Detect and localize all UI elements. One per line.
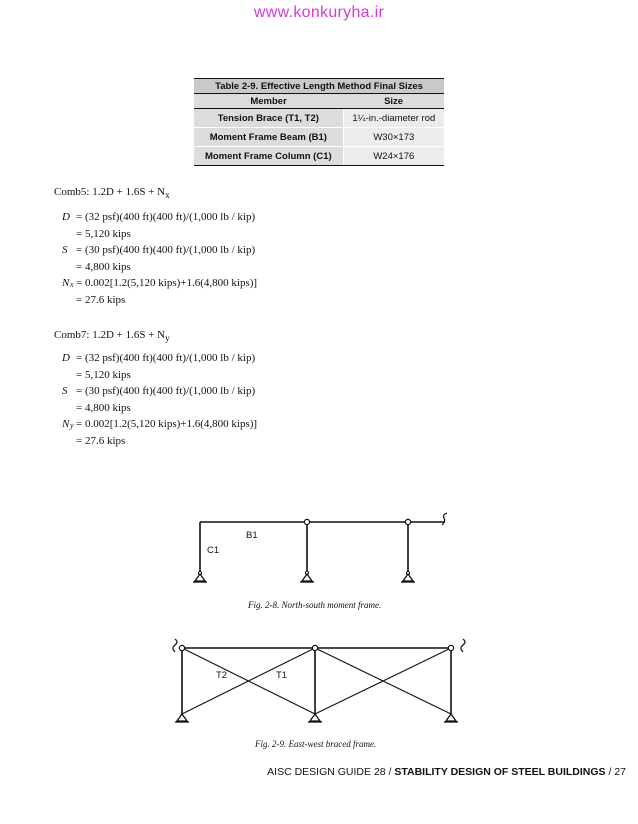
column-label: C1 <box>207 545 220 556</box>
equation-rhs: = (32 psf)(400 ft)(400 ft)/(1,000 lb / kip) <box>76 211 256 223</box>
brace-t1-label: T1 <box>276 670 288 681</box>
member-cell: Moment Frame Beam (B1) <box>194 128 343 147</box>
comb7-heading-text: Comb7: 1.2D + 1.6S + N <box>54 329 166 341</box>
equation-rhs: = 4,800 kips <box>76 260 131 273</box>
equation-rhs: = (32 psf)(400 ft)(400 ft)/(1,000 lb / kip) <box>76 352 256 364</box>
page-footer <box>267 766 626 778</box>
comb7-heading <box>54 329 170 343</box>
figure-2-9-caption: Fig. 2-9. East-west braced frame. <box>255 739 377 749</box>
watermark-url[interactable]: www.konkuryha.ir <box>253 4 385 21</box>
equation-lhs: D <box>62 211 70 223</box>
equation-rhs: = 0.002[1.2(5,120 kips)+1.6(4,800 kips)] <box>76 418 258 431</box>
pin-support-icon <box>444 714 458 722</box>
footer-left-text: AISC DESIGN GUIDE 28 / <box>267 766 395 778</box>
equation-lhs: N <box>62 418 70 431</box>
break-mark-icon <box>442 513 447 525</box>
equation-rhs: = 4,800 kips <box>76 401 131 414</box>
table-row <box>194 147 444 166</box>
pin-support-icon <box>193 571 207 582</box>
pin-icon <box>179 645 184 650</box>
pin-support-icon <box>300 571 314 582</box>
sizes-table <box>194 78 444 166</box>
braced-frame-diagram <box>165 638 485 726</box>
equation-rhs: = 5,120 kips <box>76 227 131 240</box>
size-cell: 1¼-in.-diameter rod <box>343 109 444 128</box>
pin-support-icon <box>308 714 322 722</box>
comb5-heading-text: Comb5: 1.2D + 1.6S + N <box>54 186 166 198</box>
table-caption: Table 2-9. Effective Length Method Final Sizes <box>194 79 444 94</box>
pin-icon <box>312 645 317 650</box>
equation-rhs: = 27.6 kips <box>76 435 126 447</box>
column-header-member: Member <box>194 94 343 109</box>
comb5-heading <box>54 186 170 200</box>
pin-support-icon <box>401 571 415 582</box>
size-cell: W24×176 <box>343 147 444 166</box>
equation-lhs-subscript: x <box>70 280 74 290</box>
column-header-size: Size <box>343 94 444 109</box>
moment-frame-diagram <box>180 510 470 590</box>
pin-icon <box>304 519 309 524</box>
equation-lhs: S <box>62 385 68 398</box>
equation-rhs: = (30 psf)(400 ft)(400 ft)/(1,000 lb / kip) <box>76 385 256 398</box>
footer-page-number: / 27 <box>605 766 626 778</box>
table-row <box>194 109 444 128</box>
pin-support-icon <box>175 714 189 722</box>
equation-rhs: = 0.002[1.2(5,120 kips)+1.6(4,800 kips)] <box>76 277 258 290</box>
comb7-heading-subscript: y <box>165 333 170 344</box>
pin-icon <box>448 645 453 650</box>
equation-rhs: = (30 psf)(400 ft)(400 ft)/(1,000 lb / kip) <box>76 244 256 257</box>
member-cell: Moment Frame Column (C1) <box>194 147 343 166</box>
break-mark-icon <box>173 639 177 652</box>
pin-icon <box>405 519 410 524</box>
figure-2-8-caption: Fig. 2-8. North-south moment frame. <box>248 600 382 610</box>
beam-label: B1 <box>246 530 258 541</box>
footer-title: STABILITY DESIGN OF STEEL BUILDINGS <box>394 766 606 778</box>
table-row <box>194 128 444 147</box>
comb5-heading-subscript: x <box>165 190 170 201</box>
equation-lhs: D <box>62 352 70 364</box>
equation-rhs: = 5,120 kips <box>76 368 131 381</box>
break-mark-icon <box>461 639 465 652</box>
equation-lhs: S <box>62 244 68 257</box>
member-cell: Tension Brace (T1, T2) <box>194 109 343 128</box>
size-cell: W30×173 <box>343 128 444 147</box>
equation-rhs: = 27.6 kips <box>76 294 126 306</box>
equation-lhs-subscript: y <box>70 421 74 431</box>
brace-t2-label: T2 <box>216 670 228 681</box>
equation-lhs: N <box>62 277 70 290</box>
